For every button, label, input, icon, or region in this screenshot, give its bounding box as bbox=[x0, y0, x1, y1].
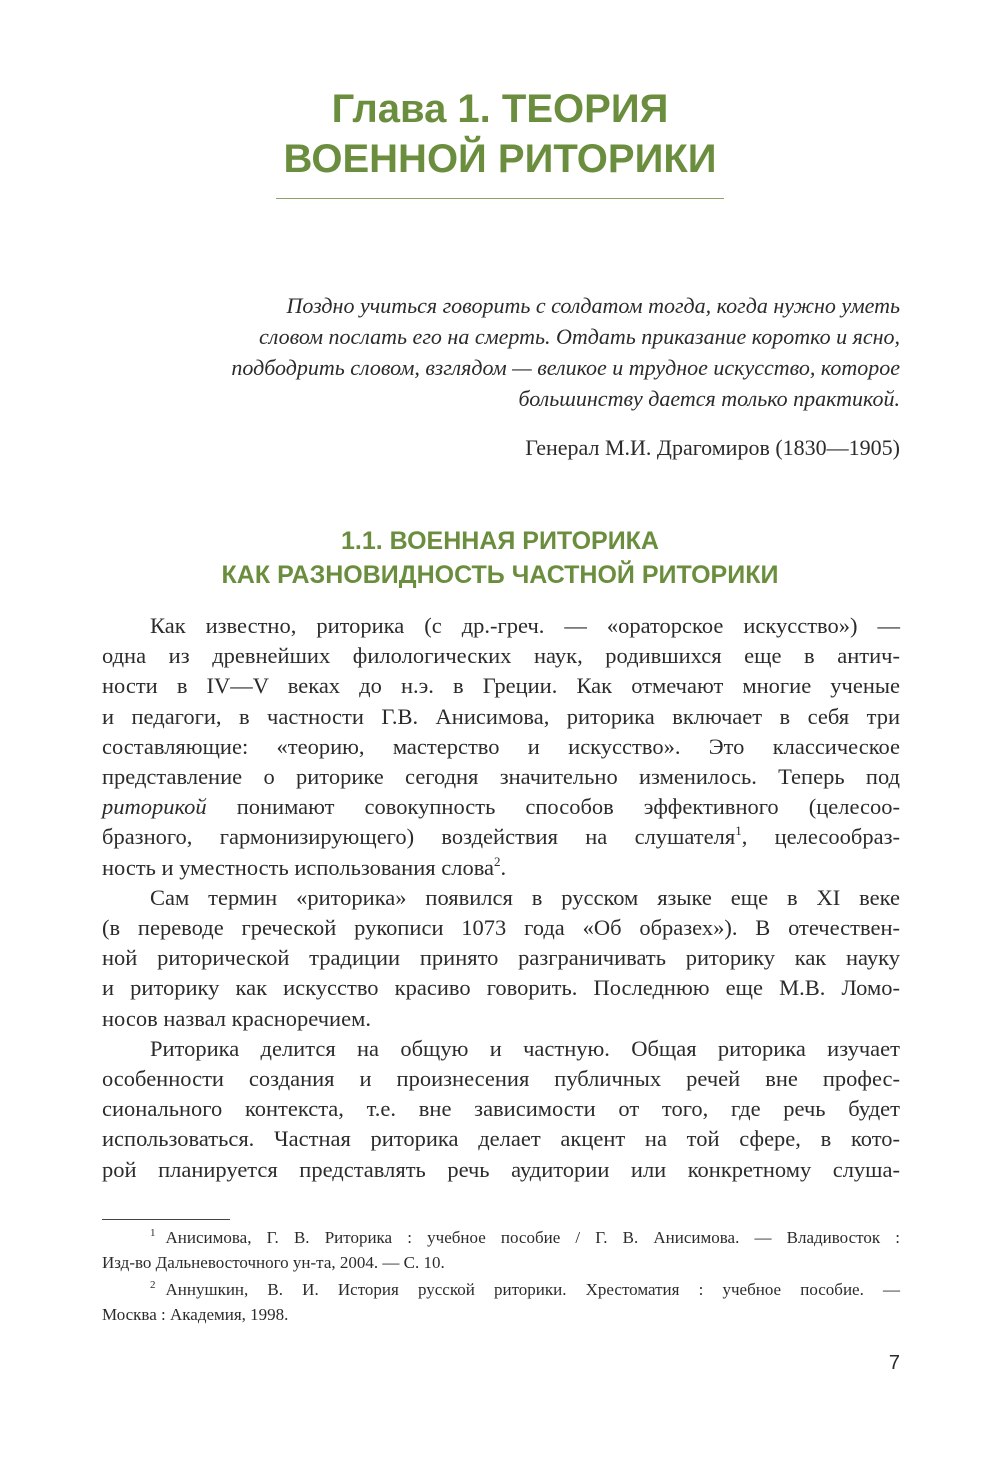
footnote-divider bbox=[102, 1219, 230, 1220]
body-line: представление о риторике сегодня значительно изменилось. Теперь под bbox=[102, 764, 900, 790]
chapter-title-line-2: ВОЕННОЙ РИТОРИКИ bbox=[283, 137, 717, 181]
body-line-after: . bbox=[500, 854, 507, 880]
footnote-line: Изд-во Дальневосточного ун-та, 2004. — С. 10. bbox=[102, 1252, 445, 1272]
body-line bbox=[102, 853, 900, 883]
body-line-rest: понимают совокупность способов эффективного (целесоо- bbox=[206, 794, 900, 820]
body-line: и педагоги, в частности Г.В. Анисимова, риторика включает в себя три bbox=[102, 703, 900, 729]
footnote-mark: 1 bbox=[150, 1227, 156, 1239]
body-line: Как известно, риторика (с др.-греч. — «ораторское искусство») — bbox=[150, 613, 900, 638]
body-line: (в переводе греческой рукописи 1073 года «Об образех»). В отечествен- bbox=[102, 915, 900, 941]
page-number: 7 bbox=[888, 1352, 900, 1374]
section-title bbox=[100, 524, 900, 592]
epigraph-line: большинству дается только практикой. bbox=[518, 386, 900, 411]
section-title-line-2: КАК РАЗНОВИДНОСТЬ ЧАСТНОЙ РИТОРИКИ bbox=[221, 561, 779, 589]
body-line: носов назвал красноречием. bbox=[102, 1005, 371, 1031]
footnote-text: Аннушкин, В. И. История русской риторики. Хрестоматия : учебное пособие. — bbox=[165, 1280, 900, 1299]
footnote-2 bbox=[102, 1278, 900, 1327]
body-line: и риторику как искусство красиво говорить. Последнюю еще М.В. Ломо- bbox=[102, 975, 900, 1001]
footnote-1 bbox=[102, 1226, 900, 1275]
footnote-line: Москва : Академия, 1998. bbox=[102, 1304, 289, 1324]
epigraph-line: Поздно учиться говорить с солдатом тогда, когда нужно уметь bbox=[286, 293, 900, 318]
epigraph bbox=[110, 290, 900, 414]
epigraph-line: словом послать его на смерть. Отдать приказание коротко и ясно, bbox=[258, 324, 900, 349]
footnote-ref-1[interactable]: 1 bbox=[735, 823, 742, 839]
body-line: использоваться. Частная риторика делает акцент на той сфере, в кото- bbox=[102, 1126, 900, 1152]
body-text bbox=[102, 611, 900, 1185]
epigraph-line: подбодрить словом, взглядом — великое и трудное искусство, которое bbox=[231, 355, 900, 380]
epigraph-attribution: Генерал М.И. Драгомиров (1830—1905) bbox=[525, 435, 900, 460]
body-line: составляющие: «теорию, мастерство и искусство». Это классическое bbox=[102, 733, 900, 759]
term-emphasis: риторикой bbox=[102, 794, 207, 820]
footnote-mark: 2 bbox=[150, 1279, 156, 1291]
body-line-text: ность и уместность использования слова bbox=[102, 854, 495, 880]
footnotes bbox=[102, 1226, 900, 1330]
body-line: Сам термин «риторика» появился в русском языке еще в XI веке bbox=[150, 884, 900, 910]
chapter-title bbox=[200, 84, 800, 184]
body-line: Риторика делится на общую и частную. Общая риторика изучает bbox=[150, 1035, 900, 1061]
body-line bbox=[102, 822, 900, 852]
body-line-after: , целесообраз- bbox=[741, 824, 900, 850]
body-line: одна из древнейших филологических наук, родившихся еще в антич- bbox=[102, 643, 900, 669]
body-line: сионального контекста, т.е. вне зависимости от того, где речь будет bbox=[102, 1096, 900, 1122]
body-line bbox=[102, 792, 900, 822]
footnote-ref-2[interactable]: 2 bbox=[494, 853, 501, 869]
body-line: рой планируется представлять речь аудитории или конкретному слуша- bbox=[102, 1156, 900, 1182]
chapter-title-line-1: Глава 1. ТЕОРИЯ bbox=[331, 87, 669, 131]
body-line: ной риторической традиции принято разграничивать риторику как науку bbox=[102, 945, 900, 971]
footnote-text: Анисимова, Г. В. Риторика : учебное пособие / Г. В. Анисимова. — Владивосток : bbox=[165, 1228, 900, 1247]
section-title-line-1: 1.1. ВОЕННАЯ РИТОРИКА bbox=[341, 527, 659, 555]
body-line-text: бразного, гармонизирующего) воздействия на слушателя bbox=[102, 824, 736, 850]
footnote-line bbox=[102, 1226, 900, 1251]
body-line: ности в IV—V веках до н.э. в Греции. Как отмечают многие ученые bbox=[102, 673, 900, 699]
chapter-title-divider bbox=[276, 198, 724, 199]
footnote-line bbox=[102, 1278, 900, 1303]
body-line: особенности создания и произнесения публичных речей вне профес- bbox=[102, 1066, 900, 1092]
